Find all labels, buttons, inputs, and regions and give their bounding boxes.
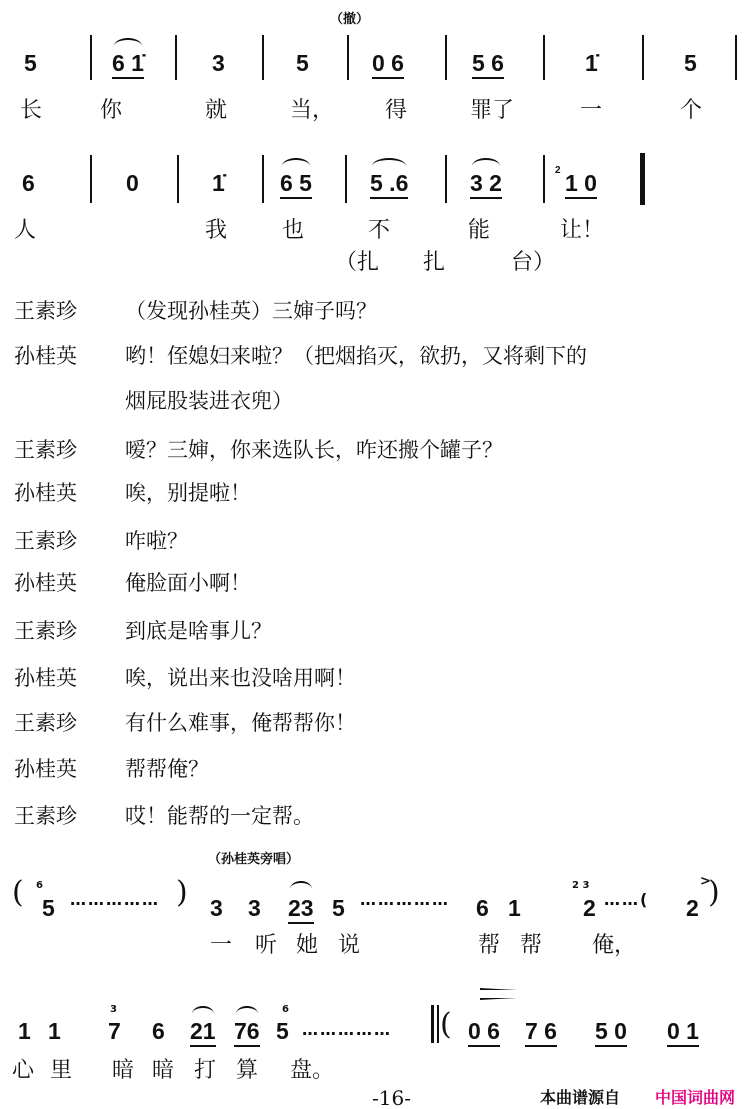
lyric: 能 xyxy=(468,218,491,243)
lyric: 盘。 xyxy=(290,1058,335,1083)
watermark-source-label: 本曲谱源自 xyxy=(540,1088,621,1107)
lyric: 里 xyxy=(50,1058,73,1083)
note: 5 xyxy=(24,50,37,76)
decrescendo-mark xyxy=(480,988,580,1000)
barline xyxy=(735,35,737,80)
note: 5 xyxy=(42,895,55,921)
lyric: 不 xyxy=(368,218,391,243)
barline xyxy=(345,155,347,203)
note: 6 xyxy=(22,170,35,196)
note: 3 xyxy=(212,50,225,76)
watermark-site: 中国词曲网 xyxy=(655,1088,736,1107)
lyric: 当， xyxy=(290,98,335,123)
lyric: 暗 xyxy=(152,1058,175,1083)
note: ) xyxy=(176,875,188,910)
note: 5 xyxy=(276,1018,289,1044)
note: 5 0 xyxy=(595,1018,627,1047)
lyric: 你 xyxy=(100,98,123,123)
note: 6 xyxy=(476,895,489,921)
page-number: -16- xyxy=(372,1086,411,1109)
lyric: 说 xyxy=(338,933,361,958)
barline xyxy=(347,35,349,80)
lyric: 人 xyxy=(14,218,37,243)
note: 0 xyxy=(126,170,139,196)
dialogue-line: （发现孙桂英）三婶子吗？ xyxy=(125,299,377,323)
lyric: 罪了 xyxy=(470,98,515,123)
barline xyxy=(90,35,92,80)
lyric: 她 xyxy=(296,933,319,958)
lyric: 俺， xyxy=(592,933,637,958)
dialogue-line: 到底是啥事儿？ xyxy=(125,619,272,643)
barline xyxy=(543,155,545,203)
barline xyxy=(262,35,264,80)
lyric: 心 xyxy=(12,1058,35,1083)
note: 1 0 2 xyxy=(565,170,597,199)
barline xyxy=(431,1005,434,1043)
speaker-name: 孙桂英 xyxy=(14,757,77,781)
note: 76 xyxy=(234,1018,260,1047)
note: ) xyxy=(708,875,720,910)
note: 1 xyxy=(18,1018,31,1044)
speaker-name: 孙桂英 xyxy=(14,344,77,368)
barline xyxy=(543,35,545,80)
note: 7 xyxy=(108,1018,121,1044)
note: 0 1 xyxy=(667,1018,699,1047)
note: 2 xyxy=(583,895,596,921)
note: 0 6 xyxy=(468,1018,500,1047)
note: 3 2 xyxy=(470,170,502,199)
slur-mark xyxy=(472,158,500,174)
slur-mark xyxy=(236,1006,258,1022)
barline xyxy=(177,155,179,203)
note: 5 xyxy=(332,895,345,921)
dialogue-line: 唉，说出来也没啥用啊！ xyxy=(125,666,356,690)
note: ( xyxy=(440,1007,452,1042)
lyric: 帮 xyxy=(520,933,543,958)
note: 5 .6 xyxy=(370,170,408,199)
lyric: 让！ xyxy=(560,218,605,243)
note: 3 xyxy=(248,895,261,921)
lyric: 暗 xyxy=(112,1058,135,1083)
dialogue-line: 咋啦？ xyxy=(125,529,188,553)
speaker-name: 王素珍 xyxy=(14,299,77,323)
note: 1 xyxy=(508,895,521,921)
barline xyxy=(437,1005,439,1043)
grace-note: 2 xyxy=(555,165,561,176)
lyric: 就 xyxy=(205,98,228,123)
note: 1̇ xyxy=(585,50,598,76)
grace-note: 3 xyxy=(110,1004,117,1015)
lyric: 得 xyxy=(385,98,408,123)
note: 6 1̇ xyxy=(112,50,144,79)
grace-note: 2 3 xyxy=(572,880,590,891)
note: 23 xyxy=(288,895,314,924)
lyric: 长 xyxy=(20,98,43,123)
note: 0 6 xyxy=(372,50,404,79)
lyric: 一 xyxy=(210,933,233,958)
lyric: 听 xyxy=(255,933,278,958)
speaker-name: 王素珍 xyxy=(14,804,77,828)
dotted-extension: …………… xyxy=(302,1020,392,1039)
slur-mark xyxy=(290,881,312,897)
slur-mark xyxy=(372,158,406,174)
note: 6 xyxy=(152,1018,165,1044)
barline xyxy=(445,155,447,203)
percussion-cue: （扎 扎 台） xyxy=(335,250,556,275)
speaker-name: 王素珍 xyxy=(14,529,77,553)
dialogue-line: 有什么难事，俺帮帮你！ xyxy=(125,711,356,735)
note: 6 5 xyxy=(280,170,312,199)
barline xyxy=(90,155,92,203)
note: 5 xyxy=(296,50,309,76)
annotation: （孙桂英旁唱） xyxy=(208,852,300,867)
note: 5 6 xyxy=(472,50,504,79)
dialogue-line: 帮帮俺？ xyxy=(125,757,209,781)
dotted-extension: ……( xyxy=(604,890,650,909)
note: 1̇ xyxy=(212,170,225,196)
grace-note: 6 xyxy=(36,880,43,891)
slur-mark xyxy=(114,38,142,54)
dialogue-line: 烟屁股装进衣兜） xyxy=(125,389,293,413)
barline xyxy=(262,155,264,203)
note: ( xyxy=(12,875,24,910)
dotted-extension: …………… xyxy=(360,890,450,909)
note: 5 xyxy=(684,50,697,76)
note: 7 6 xyxy=(525,1018,557,1047)
speaker-name: 孙桂英 xyxy=(14,571,77,595)
barline xyxy=(175,35,177,80)
speaker-name: 孙桂英 xyxy=(14,481,77,505)
lyric: 打 xyxy=(194,1058,217,1083)
slur-mark xyxy=(282,158,310,174)
lyric: 也 xyxy=(282,218,305,243)
annotation: （撤） xyxy=(330,12,370,27)
note: 1 xyxy=(48,1018,61,1044)
speaker-name: 王素珍 xyxy=(14,438,77,462)
dotted-extension: …………… xyxy=(70,890,160,909)
dialogue-line: 嗳？三婶，你来选队长，咋还搬个罐子？ xyxy=(125,438,503,462)
barline xyxy=(642,35,644,80)
lyric: 个 xyxy=(680,98,703,123)
dialogue-line: 哟！侄媳妇来啦？（把烟掐灭，欲扔，又将剩下的 xyxy=(125,344,587,368)
barline xyxy=(445,35,447,80)
slur-mark xyxy=(192,1006,214,1022)
note: 2 xyxy=(686,895,699,921)
speaker-name: 王素珍 xyxy=(14,619,77,643)
lyric: 我 xyxy=(205,218,228,243)
speaker-name: 孙桂英 xyxy=(14,666,77,690)
speaker-name: 王素珍 xyxy=(14,711,77,735)
lyric: 帮 xyxy=(478,933,501,958)
dialogue-line: 俺脸面小啊！ xyxy=(125,571,251,595)
note: 21 xyxy=(190,1018,216,1047)
grace-note: 6 xyxy=(282,1004,289,1015)
dialogue-line: 唉，别提啦！ xyxy=(125,481,251,505)
accent-mark: > xyxy=(700,874,711,889)
lyric: 算 xyxy=(236,1058,259,1083)
lyric: 一 xyxy=(580,98,603,123)
barline xyxy=(640,153,645,205)
note: 3 xyxy=(210,895,223,921)
dialogue-line: 哎！能帮的一定帮。 xyxy=(125,804,314,828)
